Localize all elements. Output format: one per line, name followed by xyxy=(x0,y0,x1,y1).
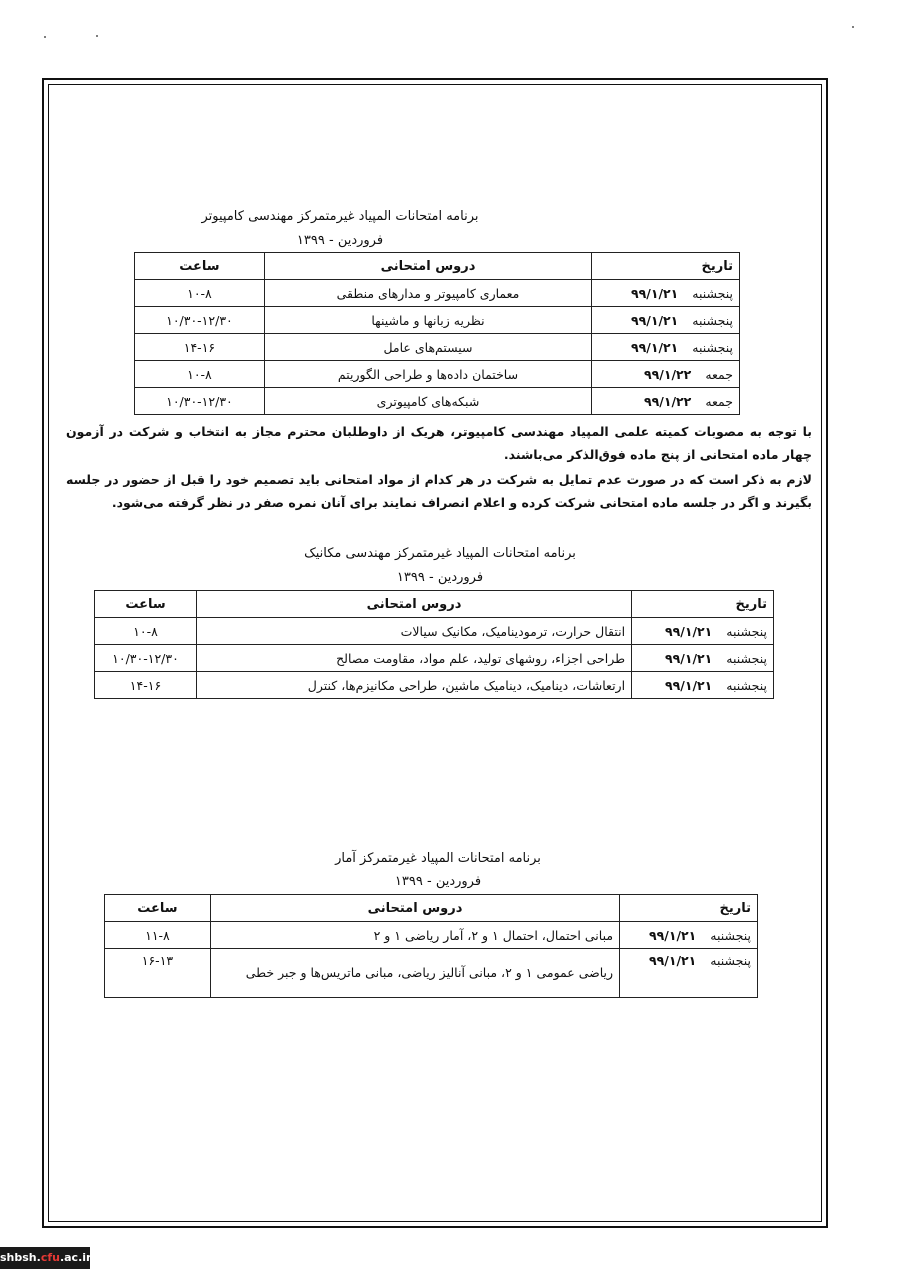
statistics-schedule-table xyxy=(104,894,758,998)
scan-speck xyxy=(44,36,46,38)
mechanical-schedule-table xyxy=(94,590,774,699)
table-header-row xyxy=(135,253,740,280)
day: جمعه xyxy=(705,366,733,382)
scan-speck xyxy=(852,26,854,28)
day: پنجشنبه xyxy=(726,677,767,693)
date-cell xyxy=(592,334,740,361)
time-cell: ۱۰/۳۰-۱۲/۳۰ xyxy=(135,388,265,415)
date: ۹۹/۱/۲۱ xyxy=(631,339,679,355)
course-cell: طراحی اجزاء، روشهای تولید، علم مواد، مقاومت مصالح xyxy=(196,645,631,672)
course-cell: ارتعاشات، دینامیک، دینامیک ماشین، طراحی مکانیزم‌ها، کنترل xyxy=(196,672,631,699)
header-date: تاریخ xyxy=(592,253,740,280)
date-cell xyxy=(620,949,758,998)
date-cell xyxy=(620,922,758,949)
mechanical-subtitle: فروردین - ۱۳۹۹ xyxy=(396,570,484,585)
computer-note-2: لازم به ذکر است که در صورت عدم تمایل به شرکت در هر کدام از مواد امتحانی باید تصمیم خود را قبل از حضور در جلسه بگیرند و اگر در جلسه ماده امتحانی شرکت کرده و اعلام انصراف نمایند برای آنان نمره صفر در نظر گرفته می‌شود. xyxy=(66,472,812,510)
date-cell xyxy=(592,280,740,307)
table-row xyxy=(105,922,758,949)
course-cell: شبکه‌های کامپیوتری xyxy=(264,388,591,415)
header-time: ساعت xyxy=(135,253,265,280)
table-row xyxy=(105,949,758,998)
mechanical-title: برنامه امتحانات المپیاد غیرمتمرکز مهندسی مکانیک xyxy=(304,546,576,561)
day: پنجشنبه xyxy=(692,285,733,301)
day: پنجشنبه xyxy=(692,312,733,328)
course-cell: انتقال حرارت، ترمودینامیک، مکانیک سیالات xyxy=(196,618,631,645)
day: پنجشنبه xyxy=(692,339,733,355)
date-cell xyxy=(592,307,740,334)
date-cell xyxy=(592,388,740,415)
date: ۹۹/۱/۲۱ xyxy=(631,285,679,301)
date: ۹۹/۱/۲۱ xyxy=(665,650,713,666)
time-cell: ۱۶-۱۳ xyxy=(105,949,211,998)
table-row xyxy=(95,645,774,672)
header-date: تاریخ xyxy=(632,591,774,618)
table-header-row xyxy=(95,591,774,618)
time-cell: ۱۱-۸ xyxy=(105,922,211,949)
table-row xyxy=(135,307,740,334)
site-watermark-badge xyxy=(0,1247,90,1269)
header-course: دروس امتحانی xyxy=(196,591,631,618)
time-cell: ۱۰-۸ xyxy=(135,280,265,307)
date-cell xyxy=(632,672,774,699)
statistics-title: برنامه امتحانات المپیاد غیرمتمرکز آمار xyxy=(335,851,541,866)
computer-subtitle: فروردین - ۱۳۹۹ xyxy=(296,233,384,248)
course-cell: نظریه زبانها و ماشینها xyxy=(264,307,591,334)
date-cell xyxy=(632,645,774,672)
header-course: دروس امتحانی xyxy=(210,895,619,922)
date: ۹۹/۱/۲۱ xyxy=(649,927,697,943)
table-row xyxy=(95,618,774,645)
day: پنجشنبه xyxy=(710,927,751,943)
course-cell: سیستم‌های عامل xyxy=(264,334,591,361)
date-cell xyxy=(632,618,774,645)
time-cell: ۱۰/۳۰-۱۲/۳۰ xyxy=(95,645,197,672)
course-cell: ساختمان داده‌ها و طراحی الگوریتم xyxy=(264,361,591,388)
statistics-subtitle: فروردین - ۱۳۹۹ xyxy=(394,874,482,889)
site-prefix: shbsh. xyxy=(0,1251,41,1264)
time-cell: ۱۴-۱۶ xyxy=(95,672,197,699)
scan-speck xyxy=(96,35,98,37)
computer-title: برنامه امتحانات المپیاد غیرمتمرکز مهندسی کامپیوتر xyxy=(201,209,479,224)
date: ۹۹/۱/۲۱ xyxy=(665,677,713,693)
header-time: ساعت xyxy=(105,895,211,922)
time-cell: ۱۰-۸ xyxy=(95,618,197,645)
table-row xyxy=(135,334,740,361)
site-suffix: .ac.ir xyxy=(59,1251,92,1264)
computer-schedule-table xyxy=(134,252,740,415)
course-cell: ریاضی عمومی ۱ و ۲، مبانی آنالیز ریاضی، مبانی ماتریس‌ها و جبر خطی xyxy=(210,949,619,998)
day: جمعه xyxy=(705,393,733,409)
date: ۹۹/۱/۲۱ xyxy=(665,623,713,639)
day: پنجشنبه xyxy=(710,953,751,968)
date: ۹۹/۱/۲۱ xyxy=(631,312,679,328)
course-cell: مبانی احتمال، احتمال ۱ و ۲، آمار ریاضی ۱ و ۲ xyxy=(210,922,619,949)
table-row xyxy=(135,361,740,388)
table-row xyxy=(95,672,774,699)
table-row xyxy=(135,280,740,307)
day: پنجشنبه xyxy=(726,650,767,666)
time-cell: ۱۰/۳۰-۱۲/۳۰ xyxy=(135,307,265,334)
table-header-row xyxy=(105,895,758,922)
date: ۹۹/۱/۲۱ xyxy=(649,953,697,968)
date: ۹۹/۱/۲۲ xyxy=(644,393,692,409)
header-date: تاریخ xyxy=(620,895,758,922)
day: پنجشنبه xyxy=(726,623,767,639)
table-row xyxy=(135,388,740,415)
date-cell xyxy=(592,361,740,388)
computer-note-1: با توجه به مصوبات کمیته علمی المپیاد مهندسی کامپیوتر، هریک از داوطلبان محترم مجاز به انتخاب و شرکت در آزمون چهار ماده امتحانی از پنج ماده فوق‌الذکر می‌باشند. xyxy=(66,424,812,462)
date: ۹۹/۱/۲۲ xyxy=(644,366,692,382)
site-accent: cfu xyxy=(40,1251,60,1264)
header-course: دروس امتحانی xyxy=(264,253,591,280)
time-cell: ۱۴-۱۶ xyxy=(135,334,265,361)
time-cell: ۱۰-۸ xyxy=(135,361,265,388)
header-time: ساعت xyxy=(95,591,197,618)
course-cell: معماری کامپیوتر و مدارهای منطقی xyxy=(264,280,591,307)
